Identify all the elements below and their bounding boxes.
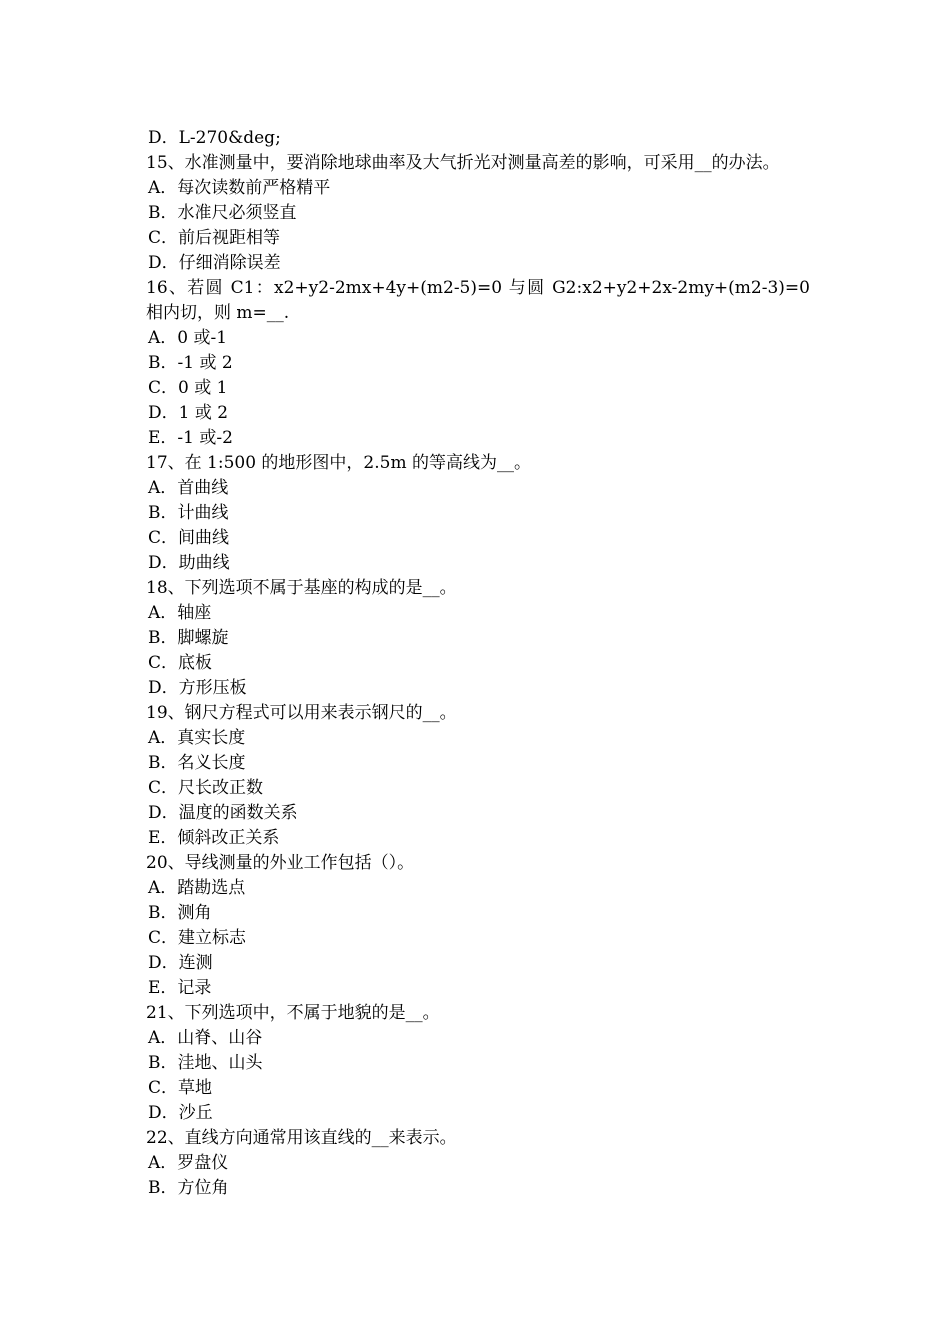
answer-option: C．底板 bbox=[148, 653, 213, 673]
answer-option: E．倾斜改正关系 bbox=[148, 828, 280, 848]
answer-option: C．建立标志 bbox=[148, 928, 247, 948]
answer-option: D．L-270&deg; bbox=[148, 128, 281, 148]
question-text: 19、钢尺方程式可以用来表示钢尺的__。 bbox=[146, 703, 457, 723]
answer-option: D．助曲线 bbox=[148, 553, 230, 573]
answer-option: A．踏勘选点 bbox=[148, 878, 246, 898]
document-body bbox=[146, 126, 810, 1201]
answer-option: B．脚螺旋 bbox=[148, 628, 229, 648]
question-text: 18、下列选项不属于基座的构成的是__。 bbox=[146, 578, 457, 598]
question-text: 21、下列选项中，不属于地貌的是__。 bbox=[146, 1003, 440, 1023]
answer-option: A．罗盘仪 bbox=[148, 1153, 229, 1173]
question-text: 16、若圆 C1：x2+y2-2mx+4y+(m2-5)=0 与圆 G2:x2+y2+2x-2my+(m2-3)=0 相内切，则 m=__. bbox=[146, 278, 810, 323]
answer-option: D．1 或 2 bbox=[148, 403, 229, 423]
answer-option: A．0 或-1 bbox=[148, 328, 228, 348]
answer-option: A．山脊、山谷 bbox=[148, 1028, 263, 1048]
answer-option: C．尺长改正数 bbox=[148, 778, 264, 798]
question-text: 22、直线方向通常用该直线的__来表示。 bbox=[146, 1128, 457, 1148]
answer-option: E．记录 bbox=[148, 978, 212, 998]
answer-option: B．计曲线 bbox=[148, 503, 229, 523]
question-text: 17、在 1:500 的地形图中，2.5m 的等高线为__。 bbox=[146, 453, 531, 473]
answer-option: C．前后视距相等 bbox=[148, 228, 281, 248]
answer-option: A．轴座 bbox=[148, 603, 212, 623]
answer-option: E．-1 或-2 bbox=[148, 428, 233, 448]
answer-option: D．连测 bbox=[148, 953, 213, 973]
question-text: 20、导线测量的外业工作包括（）。 bbox=[146, 853, 415, 873]
answer-option: D．方形压板 bbox=[148, 678, 247, 698]
answer-option: B．名义长度 bbox=[148, 753, 246, 773]
answer-option: B．-1 或 2 bbox=[148, 353, 233, 373]
answer-option: B．水准尺必须竖直 bbox=[148, 203, 297, 223]
question-text: 15、水准测量中，要消除地球曲率及大气折光对测量高差的影响，可采用__的办法。 bbox=[146, 153, 780, 173]
answer-option: A．真实长度 bbox=[148, 728, 246, 748]
answer-option: B．洼地、山头 bbox=[148, 1053, 263, 1073]
answer-option: A．首曲线 bbox=[148, 478, 229, 498]
answer-option: B．方位角 bbox=[148, 1178, 229, 1198]
answer-option: C．0 或 1 bbox=[148, 378, 228, 398]
answer-option: D．温度的函数关系 bbox=[148, 803, 298, 823]
answer-option: D．沙丘 bbox=[148, 1103, 213, 1123]
answer-option: A．每次读数前严格精平 bbox=[148, 178, 331, 198]
answer-option: C．间曲线 bbox=[148, 528, 230, 548]
answer-option: D．仔细消除误差 bbox=[148, 253, 281, 273]
answer-option: C．草地 bbox=[148, 1078, 213, 1098]
answer-option: B．测角 bbox=[148, 903, 212, 923]
